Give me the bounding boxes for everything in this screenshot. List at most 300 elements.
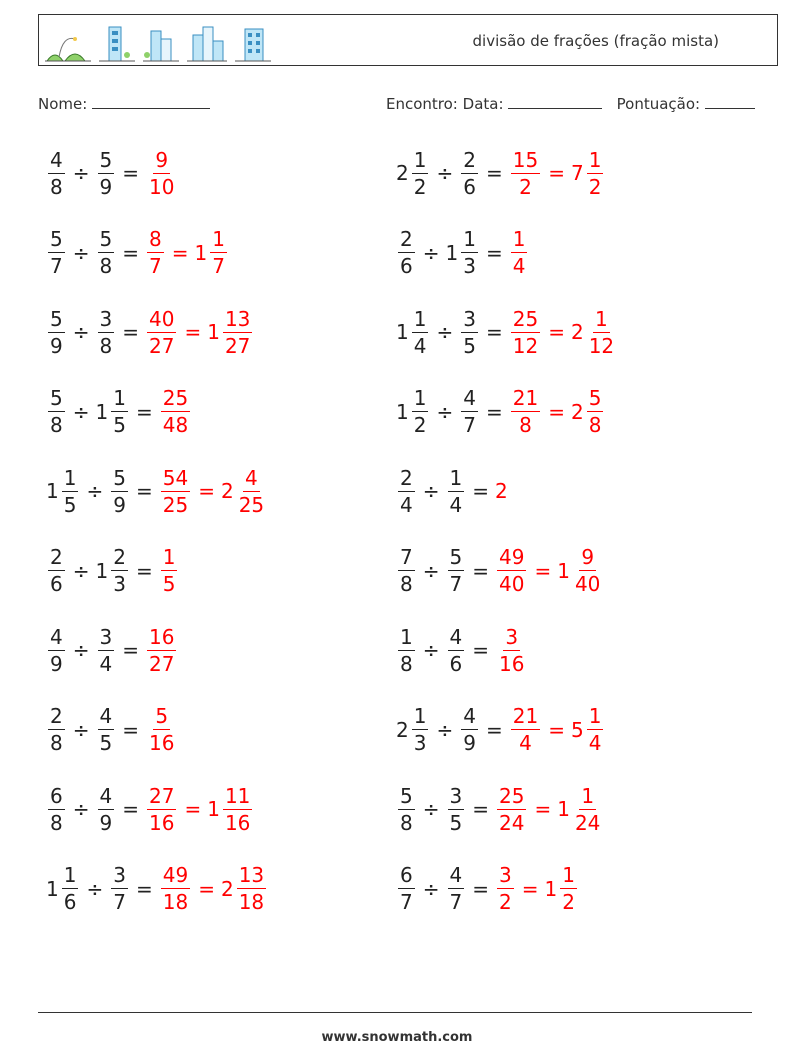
fraction — [448, 465, 465, 517]
numerator: 25 — [512, 306, 539, 331]
equals-sign: = — [485, 399, 503, 424]
divide-sign: ÷ — [422, 479, 440, 503]
numerator: 2 — [400, 465, 413, 490]
divisor — [96, 624, 117, 676]
denominator: 6 — [463, 174, 476, 199]
fraction — [412, 388, 429, 435]
numerator: 54 — [162, 465, 189, 490]
denominator: 18 — [162, 890, 189, 914]
numerator: 1 — [162, 545, 176, 569]
fraction — [223, 783, 252, 835]
answer — [159, 465, 268, 517]
answer-equals-sign: = — [548, 161, 565, 185]
numerator: 27 — [149, 783, 175, 808]
whole-number: 1 — [207, 320, 220, 344]
answer-fraction — [495, 865, 516, 912]
fraction — [147, 147, 176, 199]
answer-fraction — [145, 229, 166, 276]
numerator: 1 — [413, 386, 427, 410]
park-icon — [45, 27, 91, 63]
divisor — [446, 624, 467, 676]
left-problem — [46, 698, 178, 762]
denominator: 5 — [99, 731, 113, 755]
date-label: Data: — [462, 95, 504, 113]
equals-sign: = — [485, 320, 503, 344]
denominator: 12 — [588, 333, 615, 358]
fraction — [237, 465, 266, 517]
fraction — [448, 783, 465, 835]
right-problem — [396, 857, 579, 921]
answer — [495, 547, 604, 594]
whole-number: 2 — [396, 161, 409, 185]
divide-sign: ÷ — [422, 797, 440, 821]
fraction — [461, 706, 478, 753]
right-problem — [396, 539, 604, 603]
divisor — [446, 465, 467, 517]
divide-sign: ÷ — [72, 638, 90, 662]
divide-sign: ÷ — [422, 876, 440, 901]
answer-fraction — [509, 388, 542, 435]
answer-equals-sign: = — [198, 876, 215, 901]
dividend — [396, 306, 430, 358]
numerator: 16 — [149, 624, 175, 649]
numerator: 1 — [212, 227, 225, 251]
divisor — [109, 865, 130, 912]
numerator: 3 — [463, 306, 476, 331]
divide-sign: ÷ — [436, 161, 454, 185]
fraction — [511, 306, 540, 358]
dividend — [396, 465, 417, 517]
numerator: 1 — [588, 147, 602, 172]
dividend — [46, 783, 67, 835]
answer — [145, 147, 178, 199]
denominator: 12 — [512, 333, 539, 358]
divide-sign: ÷ — [72, 797, 90, 821]
numerator: 5 — [400, 783, 413, 808]
numerator: 5 — [50, 306, 63, 331]
numerator: 5 — [99, 147, 113, 172]
numerator: 9 — [581, 545, 595, 569]
divisor — [446, 783, 467, 835]
denominator: 27 — [224, 333, 251, 358]
divisor — [96, 783, 117, 835]
numerator: 2 — [400, 227, 413, 251]
fraction — [48, 306, 65, 358]
numerator: 1 — [581, 783, 595, 808]
dividend — [396, 147, 430, 199]
answer-mixed-number — [571, 706, 605, 753]
answer-fraction — [495, 547, 528, 594]
divisor — [459, 147, 480, 199]
denominator: 5 — [162, 572, 176, 596]
numerator: 25 — [499, 783, 525, 808]
fraction — [587, 306, 616, 358]
equals-sign: = — [472, 638, 489, 662]
numerator: 25 — [162, 386, 189, 410]
whole-number: 1 — [396, 320, 409, 344]
answer-equals-sign: = — [534, 558, 552, 583]
equals-sign: = — [485, 240, 503, 265]
answer-fraction — [145, 306, 178, 358]
denominator: 4 — [512, 254, 526, 278]
divisor — [96, 547, 130, 594]
answer — [495, 479, 508, 503]
numerator: 1 — [413, 704, 427, 728]
fraction — [48, 624, 65, 676]
fraction — [448, 624, 465, 676]
divide-sign: ÷ — [86, 479, 104, 503]
denominator: 3 — [113, 572, 126, 596]
divisor — [109, 465, 130, 517]
dividend — [396, 624, 417, 676]
answer-mixed-number — [570, 147, 605, 199]
fraction — [147, 706, 176, 753]
divide-sign: ÷ — [436, 320, 454, 344]
denominator: 7 — [113, 890, 126, 914]
denominator: 7 — [400, 890, 413, 914]
numerator: 5 — [449, 545, 463, 569]
date-blank[interactable] — [508, 94, 602, 109]
answer-equals-sign: = — [198, 479, 215, 503]
dividend — [46, 547, 67, 594]
numerator: 4 — [99, 704, 113, 728]
numerator: 1 — [413, 147, 427, 172]
denominator: 4 — [449, 492, 463, 517]
denominator: 6 — [400, 254, 413, 278]
meta-fields — [386, 94, 755, 113]
numerator: 1 — [63, 863, 77, 887]
denominator: 8 — [400, 651, 413, 676]
fraction — [511, 229, 528, 276]
divide-sign: ÷ — [422, 240, 440, 265]
score-blank[interactable] — [705, 94, 755, 109]
city-icon — [187, 23, 227, 63]
equals-sign: = — [472, 479, 489, 503]
answer — [145, 783, 254, 835]
denominator: 2 — [413, 413, 427, 437]
fraction — [48, 229, 65, 276]
right-problem — [396, 459, 508, 523]
denominator: 27 — [149, 651, 175, 676]
dividend — [46, 465, 80, 517]
fraction — [398, 865, 415, 912]
numerator: 1 — [113, 386, 126, 410]
equals-sign: = — [472, 797, 489, 821]
answer — [145, 624, 178, 676]
numerator: 13 — [238, 863, 265, 887]
denominator: 3 — [413, 731, 427, 755]
numerator: 4 — [99, 783, 113, 808]
divisor — [459, 388, 480, 435]
equals-sign: = — [485, 717, 503, 742]
denominator: 9 — [50, 333, 63, 358]
denominator: 25 — [162, 492, 189, 517]
equals-sign: = — [122, 797, 139, 821]
denominator: 3 — [463, 254, 476, 278]
dividend — [46, 706, 67, 753]
fraction — [62, 465, 79, 517]
answer-fraction — [145, 147, 178, 199]
numerator: 1 — [595, 306, 608, 331]
answer-equals-sign: = — [548, 320, 565, 344]
denominator: 4 — [400, 492, 413, 517]
fraction — [398, 547, 415, 594]
denominator: 4 — [99, 651, 113, 676]
denominator: 2 — [413, 174, 427, 199]
numerator: 1 — [63, 465, 77, 490]
dividend — [46, 865, 80, 912]
divisor — [96, 388, 130, 435]
fraction — [448, 865, 465, 912]
denominator: 7 — [463, 413, 476, 437]
divisor — [96, 147, 117, 199]
fraction — [587, 388, 604, 435]
fraction — [111, 465, 128, 517]
divide-sign: ÷ — [436, 399, 454, 424]
dividend — [46, 306, 67, 358]
dividend — [46, 388, 67, 435]
denominator: 8 — [588, 413, 602, 437]
numerator: 3 — [99, 624, 113, 649]
denominator: 2 — [519, 174, 532, 199]
equals-sign: = — [122, 717, 139, 742]
fraction — [161, 547, 178, 594]
answer-equals-sign: = — [184, 320, 202, 344]
answer-fraction — [159, 465, 192, 517]
denominator: 5 — [463, 333, 476, 358]
equals-sign: = — [122, 320, 139, 344]
dividend — [396, 865, 417, 912]
answer-equals-sign: = — [534, 797, 552, 821]
left-problem — [46, 459, 268, 523]
divide-sign: ÷ — [72, 240, 90, 265]
fraction — [398, 465, 415, 517]
numerator: 9 — [155, 147, 169, 172]
whole-number: 1 — [445, 240, 459, 265]
fraction — [398, 624, 415, 676]
divide-sign: ÷ — [422, 558, 440, 583]
numerator: 3 — [505, 624, 519, 649]
numerator: 1 — [512, 227, 526, 251]
answer-equals-sign: = — [184, 797, 202, 821]
denominator: 9 — [99, 810, 113, 835]
divisor — [446, 229, 480, 276]
answer-fraction — [159, 865, 192, 912]
answer-fraction — [159, 388, 192, 435]
numerator: 15 — [512, 147, 539, 172]
denominator: 5 — [63, 492, 77, 517]
footer-url: www.snowmath.com — [321, 1030, 473, 1045]
numerator: 1 — [413, 306, 427, 331]
denominator: 6 — [50, 572, 63, 596]
numerator: 49 — [162, 863, 189, 887]
equals-sign: = — [135, 558, 153, 583]
fraction — [161, 388, 190, 435]
left-problem — [46, 380, 192, 444]
numerator: 5 — [155, 704, 169, 728]
dividend — [396, 547, 417, 594]
answer — [495, 783, 604, 835]
numerator: 4 — [50, 624, 63, 649]
equals-sign: = — [122, 161, 139, 185]
answer-mixed-number — [557, 783, 604, 835]
denominator: 40 — [574, 572, 601, 596]
right-problem — [396, 777, 604, 841]
numerator: 2 — [463, 147, 476, 172]
fraction — [412, 706, 429, 753]
numerator: 5 — [588, 386, 602, 410]
encounter-label: Encontro: — [386, 95, 458, 113]
answer — [145, 306, 254, 358]
numerator: 49 — [499, 545, 525, 569]
equals-sign: = — [135, 479, 153, 503]
denominator: 7 — [50, 254, 63, 278]
answer-mixed-number — [221, 865, 268, 912]
divisor — [446, 865, 467, 912]
answer — [159, 388, 192, 435]
fraction — [210, 229, 227, 276]
answer-mixed-number — [570, 306, 618, 358]
denominator: 25 — [238, 492, 265, 517]
denominator: 5 — [113, 413, 126, 437]
fraction — [98, 147, 115, 199]
fraction — [511, 147, 540, 199]
denominator: 7 — [212, 254, 225, 278]
fraction — [461, 306, 478, 358]
numerator: 1 — [588, 704, 602, 728]
answer-mixed-number — [207, 783, 254, 835]
fraction — [448, 547, 465, 594]
answer-fraction — [495, 624, 528, 676]
divide-sign: ÷ — [72, 320, 90, 344]
fraction — [98, 624, 115, 676]
numerator: 7 — [400, 545, 413, 569]
answer-equals-sign: = — [548, 399, 565, 424]
numerator: 2 — [50, 545, 63, 569]
fraction — [111, 865, 128, 912]
score-label: Pontuação: — [616, 95, 701, 113]
denominator: 6 — [449, 651, 463, 676]
fraction — [398, 229, 415, 276]
equals-sign: = — [135, 399, 153, 424]
left-problem — [46, 141, 178, 205]
numerator: 11 — [224, 783, 251, 808]
fraction — [497, 865, 514, 912]
answer-fraction — [509, 147, 542, 199]
name-blank[interactable] — [92, 94, 210, 109]
whole-number: 2 — [570, 399, 584, 424]
denominator: 4 — [519, 731, 532, 755]
divide-sign: ÷ — [72, 399, 90, 424]
answer-fraction — [145, 706, 178, 753]
denominator: 9 — [50, 651, 63, 676]
answer — [509, 229, 530, 276]
fraction — [161, 865, 190, 912]
denominator: 24 — [499, 810, 525, 835]
answer-mixed-number — [545, 865, 579, 912]
fraction — [412, 306, 429, 358]
numerator: 13 — [224, 306, 251, 331]
answer-mixed-number — [195, 229, 229, 276]
answer-equals-sign: = — [521, 876, 539, 901]
numerator: 1 — [400, 624, 413, 649]
answer — [159, 865, 268, 912]
numerator: 21 — [512, 704, 539, 728]
denominator: 27 — [149, 333, 175, 358]
answer-fraction — [159, 547, 180, 594]
denominator: 16 — [499, 651, 525, 676]
divide-sign: ÷ — [86, 876, 104, 901]
fraction — [48, 547, 65, 594]
denominator: 2 — [499, 890, 512, 914]
building-icon — [143, 23, 179, 63]
dividend — [396, 706, 430, 753]
fraction — [412, 147, 429, 199]
fraction — [461, 229, 478, 276]
denominator: 8 — [400, 572, 413, 596]
worksheet-title: divisão de frações (fração mista) — [472, 32, 719, 50]
whole-number: 7 — [570, 161, 584, 185]
denominator: 48 — [162, 413, 189, 437]
header-icons — [45, 21, 271, 63]
denominator: 8 — [519, 413, 532, 437]
whole-number: 1 — [544, 876, 558, 901]
denominator: 2 — [562, 890, 575, 914]
dividend — [46, 229, 67, 276]
fraction — [511, 388, 540, 435]
fraction — [147, 229, 164, 276]
tower-icon — [99, 23, 135, 63]
fraction — [48, 147, 65, 199]
numerator: 6 — [400, 863, 413, 887]
dividend — [396, 229, 417, 276]
divisor — [96, 229, 117, 276]
fraction — [62, 865, 79, 912]
denominator: 8 — [99, 333, 113, 358]
divisor — [459, 306, 480, 358]
denominator: 8 — [400, 810, 413, 835]
equals-sign: = — [485, 161, 503, 185]
footer-divider — [38, 1012, 752, 1013]
equals-sign: = — [472, 558, 489, 583]
left-problem — [46, 857, 268, 921]
fraction — [98, 306, 115, 358]
left-problem — [46, 539, 179, 603]
answer-mixed-number — [557, 547, 604, 594]
numerator: 5 — [99, 227, 113, 251]
denominator: 8 — [99, 254, 113, 278]
whole-number: 1 — [557, 797, 570, 821]
denominator: 16 — [224, 810, 251, 835]
denominator: 2 — [588, 174, 602, 199]
whole-number: 1 — [95, 558, 109, 583]
right-problem — [396, 141, 605, 205]
answer-whole: 2 — [495, 479, 508, 503]
numerator: 3 — [99, 306, 113, 331]
divide-sign: ÷ — [436, 717, 454, 742]
name-label: Nome: — [38, 95, 88, 113]
numerator: 3 — [449, 783, 463, 808]
answer-fraction — [509, 229, 530, 276]
fraction — [48, 706, 65, 753]
fraction — [497, 547, 526, 594]
answer-mixed-number — [571, 388, 605, 435]
whole-number: 2 — [570, 320, 584, 344]
header-box — [38, 14, 778, 66]
whole-number: 2 — [396, 717, 409, 742]
divide-sign: ÷ — [72, 161, 90, 185]
whole-number: 1 — [194, 240, 208, 265]
